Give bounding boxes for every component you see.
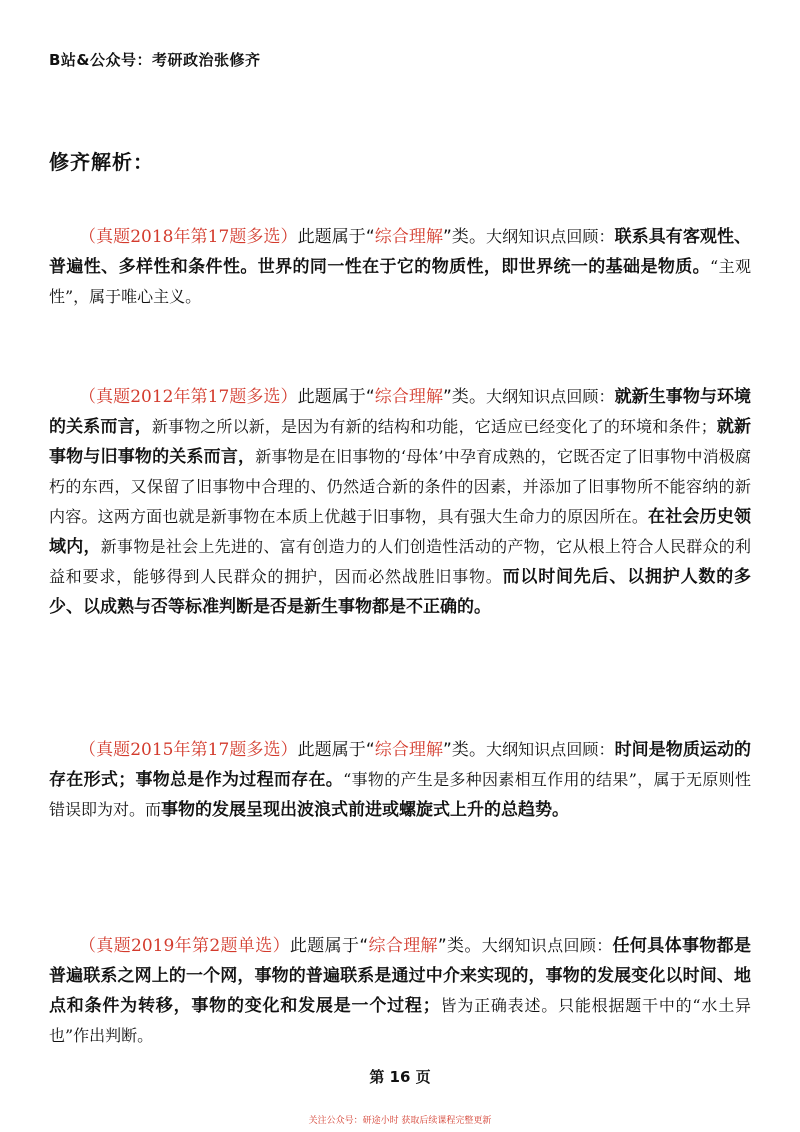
note-text: 皆为正确表述。只能根据题干中的“水土异也”作出判断。: [49, 996, 751, 1045]
key-point: 时间是物质运动的存在形式；事物总是作为过程而存在。: [49, 740, 752, 790]
category-post: ”类。: [443, 387, 487, 407]
category-pre: 此题属于“: [297, 227, 375, 247]
question-tag: （真题2012年第17题多选）: [79, 387, 298, 407]
key-point: 任何具体事物都是普遍联系之网上的一个网，事物的普遍联系是通过中介来实现的，事物的发展变化以时间、地点和条件为转移，事物的变化和发展是一个过程；: [49, 936, 751, 1016]
analysis-paragraph-3: [49, 735, 751, 825]
category-pre: 此题属于“: [297, 740, 375, 760]
note-text: 新事物之所以新，是因为有新的结构和功能，它适应已经变化了的环境和条件；: [151, 417, 717, 436]
category-label: 综合理解: [374, 227, 444, 247]
note-text: “事物的产生是多种因素相互作用的结果”，属于无原则性错误即为对。而: [49, 770, 751, 819]
category-post: ”类。: [443, 740, 487, 760]
note-text: “主观性”，属于唯心主义。: [49, 257, 752, 306]
page-header: B站&公众号：考研政治张修齐: [49, 51, 261, 69]
category-label: 综合理解: [368, 936, 438, 956]
page-number: 第 16 页: [369, 1068, 431, 1086]
key-point: 在社会历史领域内，: [49, 507, 751, 557]
question-tag: （真题2018年第17题多选）: [79, 227, 298, 247]
key-point: 联系具有客观性、普遍性、多样性和条件性。世界的同一性在于它的物质性，即世界统一的基础是物质。: [49, 227, 752, 277]
key-point: 就新事物与旧事物的关系而言，: [49, 417, 752, 467]
outline-intro: 大纲知识点回顾：: [486, 387, 615, 406]
category-pre: 此题属于“: [289, 936, 369, 956]
category-label: 综合理解: [374, 387, 444, 407]
key-point: 而以时间先后、以拥护人数的多少、以成熟与否等标准判断是否是新生事物都是不正确的。: [49, 567, 751, 617]
category-post: ”类。: [437, 936, 482, 956]
footer-note: 关注公众号：研途小时 获取后续课程完整更新: [308, 1116, 492, 1126]
key-point: 就新生事物与环境的关系而言，: [49, 387, 752, 437]
note-text: 新事物是在旧事物的‘母体’中孕育成熟的，它既否定了旧事物中消极腐朽的东西，又保留了旧事物中合理的、仍然适合新的条件的因素，并添加了旧事物所不能容纳的新内容。这两方面也就是新事物在本质上优越于旧事物，具有强大生命力的原因所在。: [49, 447, 751, 526]
category-pre: 此题属于“: [297, 387, 375, 407]
category-post: ”类。: [443, 227, 487, 247]
question-tag: （真题2019年第2题单选）: [79, 936, 290, 956]
question-tag: （真题2015年第17题多选）: [79, 740, 298, 760]
outline-intro: 大纲知识点回顾：: [486, 740, 615, 759]
section-heading: 修齐解析：: [49, 150, 154, 174]
analysis-paragraph-1: [49, 222, 751, 312]
key-point: 事物的发展呈现出波浪式前进或螺旋式上升的总趋势。: [161, 800, 570, 820]
note-text: 新事物是社会上先进的、富有创造力的人们创造性活动的产物，它从根上符合人民群众的利益和要求，能够得到人民群众的拥护，因而必然战胜旧事物。: [49, 537, 751, 586]
analysis-paragraph-2: [49, 382, 751, 622]
outline-intro: 大纲知识点回顾：: [481, 936, 613, 955]
analysis-paragraph-4: [49, 931, 751, 1051]
category-label: 综合理解: [374, 740, 444, 760]
outline-intro: 大纲知识点回顾：: [486, 227, 615, 246]
